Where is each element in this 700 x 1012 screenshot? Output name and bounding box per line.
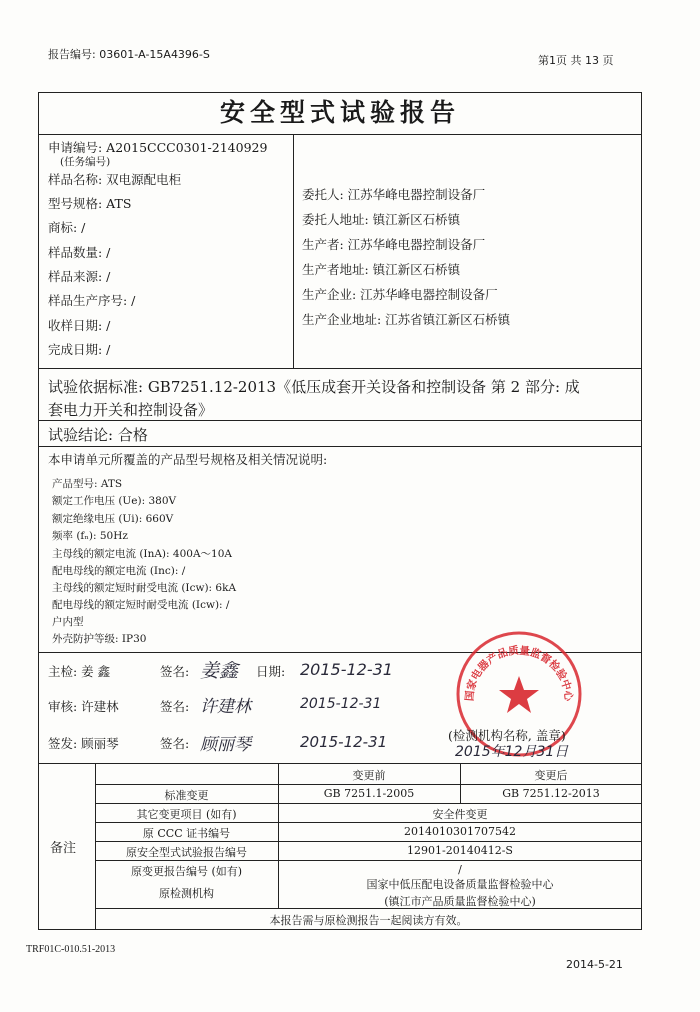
divider xyxy=(95,803,642,804)
client: 委托人: 江苏华峰电器控制设备厂 xyxy=(302,187,486,202)
producer: 生产者: 江苏华峰电器控制设备厂 xyxy=(302,237,486,252)
sample-name: 样品名称: 双电源配电柜 xyxy=(48,172,182,187)
sign-label: 签名: xyxy=(160,699,190,714)
remarks-footnote: 本报告需与原检测报告一起阅读方有效。 xyxy=(269,914,468,927)
divider xyxy=(38,420,642,421)
model-spec: 型号规格: ATS xyxy=(48,196,132,211)
row-value: 2014010301707542 xyxy=(404,825,516,838)
reviewer-label: 审核: 许建林 xyxy=(48,699,119,714)
factory: 生产企业: 江苏华峰电器控制设备厂 xyxy=(302,287,498,302)
coverage-item: 外壳防护等级: IP30 xyxy=(52,633,147,645)
page-indicator: 第1页 共 13 页 xyxy=(538,54,614,67)
row-value: 12901-20140412-S xyxy=(407,844,513,857)
row-label: 原变更报告编号 (如有) xyxy=(130,865,243,878)
divider xyxy=(38,763,642,764)
coverage-item: 额定工作电压 (Ue): 380V xyxy=(52,495,177,507)
divider xyxy=(95,860,642,861)
test-standard-line1: 试验依据标准: GB7251.12-2013《低压成套开关设备和控制设备 第 2 部分: 成 xyxy=(48,378,580,396)
approver-signature: 顾丽琴 xyxy=(200,735,251,755)
divider xyxy=(95,784,642,785)
column-header-after: 变更后 xyxy=(534,769,568,782)
row-value-secondary: (镇江市产品质量监督检验中心) xyxy=(384,895,536,908)
coverage-item: 主母线的额定短时耐受电流 (Icw): 6kA xyxy=(52,582,237,594)
completed-date: 完成日期: / xyxy=(48,342,111,357)
row-value: 安全件变更 xyxy=(432,808,488,821)
coverage-item: 产品型号: ATS xyxy=(52,478,123,490)
report-number: 报告编号: 03601-A-15A4396-S xyxy=(48,48,210,61)
row-label: 原安全型式试验报告编号 xyxy=(126,846,247,859)
coverage-item: 配电母线的额定短时耐受电流 (Icw): / xyxy=(52,599,230,611)
coverage-item: 户内型 xyxy=(52,616,84,628)
row-label: 标准变更 xyxy=(164,789,209,802)
producer-address: 生产者地址: 镇江新区石桥镇 xyxy=(302,262,461,277)
task-number-label: (任务编号) xyxy=(60,156,111,168)
sample-serial: 样品生产序号: / xyxy=(48,293,136,308)
factory-address: 生产企业地址: 江苏省镇江新区石桥镇 xyxy=(302,312,511,327)
coverage-item: 配电母线的额定电流 (Inc): / xyxy=(52,565,186,577)
remarks-label: 备注 xyxy=(50,841,77,856)
approver-label: 签发: 顾丽琴 xyxy=(48,736,119,751)
trademark: 商标: / xyxy=(48,220,86,235)
sample-quantity: 样品数量: / xyxy=(48,245,111,260)
application-number: 申请编号: A2015CCC0301-2140929 xyxy=(48,140,268,155)
inspector-date: 2015-12-31 xyxy=(300,660,393,679)
coverage-item: 主母线的额定电流 (InA): 400A～10A xyxy=(52,548,232,560)
column-header-before: 变更前 xyxy=(352,769,386,782)
test-conclusion: 试验结论: 合格 xyxy=(48,426,148,444)
coverage-item: 额定绝缘电压 (Ui): 660V xyxy=(52,513,174,525)
divider xyxy=(293,134,294,368)
stamp-date: 2015年12月31日 xyxy=(455,744,569,760)
row-value: GB 7251.1-2005 xyxy=(323,787,415,800)
approver-date: 2015-12-31 xyxy=(300,733,388,751)
divider xyxy=(95,822,642,823)
divider xyxy=(38,368,642,369)
row-label: 原检测机构 xyxy=(159,887,214,900)
client-address: 委托人地址: 镇江新区石桥镇 xyxy=(302,212,461,227)
coverage-item: 频率 (fₙ): 50Hz xyxy=(52,530,128,542)
received-date: 收样日期: / xyxy=(48,318,111,333)
inspector-label: 主检: 姜 鑫 xyxy=(48,664,111,679)
date-label: 日期: xyxy=(256,664,286,679)
divider xyxy=(95,841,642,842)
inspector-signature: 姜鑫 xyxy=(200,660,239,682)
divider xyxy=(38,446,642,447)
row-label: 原 CCC 证书编号 xyxy=(142,827,231,840)
test-standard-line2: 套电力开关和控制设备》 xyxy=(48,401,214,419)
reviewer-signature: 许建林 xyxy=(200,697,251,717)
row-value: 国家中低压配电设备质量监督检验中心 xyxy=(366,878,554,891)
row-value: GB 7251.12-2013 xyxy=(502,787,600,800)
stamp-note: (检测机构名称, 盖章) xyxy=(448,728,566,743)
sample-source: 样品来源: / xyxy=(48,269,111,284)
reviewer-date: 2015-12-31 xyxy=(300,696,382,712)
footer-date: 2014-5-21 xyxy=(566,958,623,971)
row-value: / xyxy=(458,863,462,876)
coverage-intro: 本申请单元所覆盖的产品型号规格及相关情况说明: xyxy=(48,452,328,467)
seal-ring-text: 国家电器产品质量监督检验中心 xyxy=(463,644,575,702)
sign-label: 签名: xyxy=(160,664,190,679)
row-label: 其它变更项目 (如有) xyxy=(136,808,237,821)
sign-label: 签名: xyxy=(160,736,190,751)
page-title: 安全型式试验报告 xyxy=(219,98,460,127)
form-number: TRF01C-010.51-2013 xyxy=(26,944,116,955)
divider xyxy=(38,134,642,135)
